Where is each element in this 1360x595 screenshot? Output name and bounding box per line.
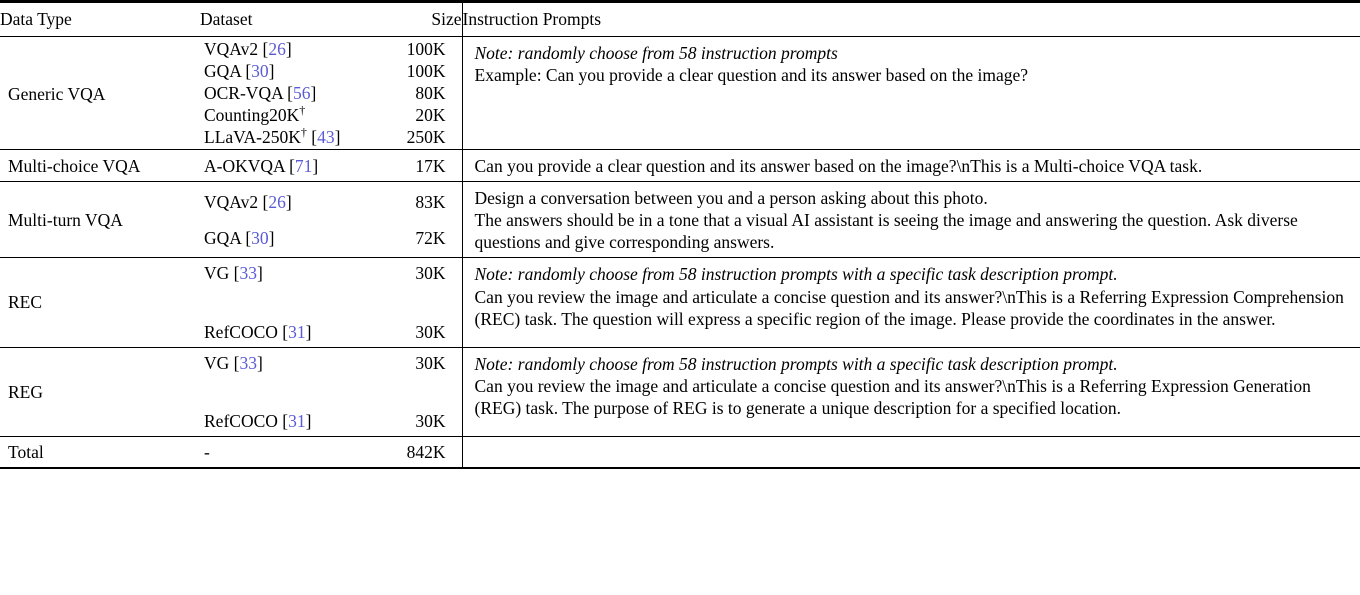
dataset-name: Counting20K bbox=[204, 105, 300, 126]
dataset-name: VQAv2 bbox=[204, 39, 259, 60]
dataset-entry: RefCOCO [31] bbox=[204, 321, 312, 342]
dataset-entry: VG [33] bbox=[204, 263, 263, 284]
table-row bbox=[0, 348, 1360, 437]
dataset-entry: GQA [30] bbox=[204, 61, 275, 82]
size-cell bbox=[375, 182, 462, 258]
table-header-row bbox=[0, 3, 1360, 37]
size-value: 30K bbox=[415, 352, 446, 373]
data-type-cell: Multi-choice VQA bbox=[8, 155, 141, 176]
prompt-text: Design a conversation between you and a person asking about this photo. bbox=[474, 188, 988, 209]
dataset-entry: A-OKVQA [71] bbox=[204, 155, 319, 176]
prompt-note: Note: randomly choose from 58 instruction prompts with a specific task description prompt. bbox=[474, 353, 1118, 374]
dataset-cell bbox=[200, 258, 375, 347]
size-cell bbox=[375, 150, 462, 182]
dataset-name: LLaVA-250K bbox=[204, 127, 301, 148]
data-type-cell: REG bbox=[8, 381, 43, 402]
total-dataset: - bbox=[204, 441, 210, 462]
citation-ref[interactable]: 31 bbox=[288, 321, 306, 342]
instruction-prompt-cell bbox=[462, 258, 1360, 347]
citation-ref[interactable]: 26 bbox=[268, 39, 286, 60]
data-type-cell: Multi-turn VQA bbox=[8, 209, 123, 230]
header-instruction-prompts: Instruction Prompts bbox=[462, 3, 1360, 37]
table-row bbox=[0, 182, 1360, 258]
citation-ref[interactable]: 43 bbox=[317, 127, 335, 148]
dataset-name: A-OKVQA bbox=[204, 155, 285, 176]
citation-ref[interactable]: 71 bbox=[294, 155, 313, 176]
dataset-entry: VG [33] bbox=[204, 352, 263, 373]
dataset-name: RefCOCO bbox=[204, 410, 278, 431]
size-value: 100K bbox=[406, 39, 446, 60]
citation-ref[interactable]: 33 bbox=[239, 352, 257, 373]
total-label: Total bbox=[8, 441, 44, 462]
dataset-name: GQA bbox=[204, 61, 241, 82]
dataset-name: OCR-VQA bbox=[204, 83, 283, 104]
table-row bbox=[0, 258, 1360, 347]
prompt-note: Note: randomly choose from 58 instruction prompts bbox=[474, 43, 838, 64]
total-row bbox=[0, 437, 1360, 468]
size-cell bbox=[375, 348, 462, 437]
size-value: 100K bbox=[406, 61, 446, 82]
dataset-cell bbox=[200, 182, 375, 258]
total-prompt bbox=[462, 437, 1360, 468]
dataset-entry: OCR-VQA [56] bbox=[204, 83, 317, 104]
header-data-type: Data Type bbox=[0, 9, 72, 29]
citation-ref[interactable]: 30 bbox=[251, 61, 269, 82]
size-cell bbox=[375, 258, 462, 347]
dataset-name: RefCOCO bbox=[204, 321, 278, 342]
header-size: Size bbox=[431, 9, 462, 29]
prompt-text: The answers should be in a tone that a visual AI assistant is seeing the image and answering the question. Ask diverse questions and give corresponding answers. bbox=[474, 210, 1298, 253]
prompt-text: Can you review the image and articulate a concise question and its answer?\nThis is a Referring Expression Comprehension (REC) task. The question will express a specific region of the image. Please provide the coordinates in the answer. bbox=[474, 286, 1344, 329]
data-type-cell: Generic VQA bbox=[8, 83, 106, 104]
dagger-marker: † bbox=[299, 103, 306, 118]
prompt-text: Can you review the image and articulate a concise question and its answer?\nThis is a Referring Expression Generation (REG) task. The purpose of REG is to generate a unique description for a specified location. bbox=[474, 375, 1311, 418]
prompt-text: Can you provide a clear question and its answer based on the image?\nThis is a Multi-choice VQA task. bbox=[474, 156, 1203, 177]
dataset-name: VQAv2 bbox=[204, 191, 259, 212]
dataset-entry: VQAv2 [26] bbox=[204, 191, 292, 212]
size-value: 20K bbox=[415, 105, 446, 126]
dataset-name: GQA bbox=[204, 227, 241, 248]
total-size: 842K bbox=[406, 441, 446, 462]
dataset-entry: GQA [30] bbox=[204, 227, 275, 248]
instruction-prompt-cell bbox=[462, 37, 1360, 150]
dataset-entry bbox=[204, 104, 374, 126]
size-value: 30K bbox=[415, 321, 446, 342]
table-row bbox=[0, 150, 1360, 182]
citation-ref[interactable]: 26 bbox=[268, 191, 286, 212]
size-value: 30K bbox=[415, 263, 446, 284]
instruction-prompt-cell bbox=[462, 348, 1360, 437]
citation-ref[interactable]: 33 bbox=[239, 263, 257, 284]
prompt-note: Note: randomly choose from 58 instruction prompts with a specific task description prompt. bbox=[474, 264, 1118, 285]
dataset-cell bbox=[200, 37, 375, 150]
size-value: 83K bbox=[415, 191, 446, 212]
size-value: 17K bbox=[415, 155, 446, 176]
data-type-cell: REC bbox=[8, 292, 43, 313]
size-cell bbox=[375, 37, 462, 150]
instruction-prompt-cell bbox=[462, 150, 1360, 182]
instruction-prompt-cell bbox=[462, 182, 1360, 258]
size-value: 30K bbox=[415, 410, 446, 431]
prompt-example: Example: Can you provide a clear question and its answer based on the image? bbox=[474, 65, 1029, 86]
size-value: 80K bbox=[415, 83, 446, 104]
dataset-name: VG bbox=[204, 263, 230, 284]
dataset-cell bbox=[200, 150, 375, 182]
bottom-rule bbox=[0, 468, 1360, 469]
citation-ref[interactable]: 56 bbox=[292, 83, 311, 104]
table-row bbox=[0, 37, 1360, 150]
dataset-cell bbox=[200, 348, 375, 437]
header-dataset: Dataset bbox=[200, 9, 253, 29]
citation-ref[interactable]: 31 bbox=[288, 410, 306, 431]
size-value: 250K bbox=[406, 127, 446, 148]
size-value: 72K bbox=[415, 227, 446, 248]
dataset-entry: VQAv2 [26] bbox=[204, 39, 292, 60]
dataset-entry: LLaVA-250K† [43] bbox=[204, 125, 341, 148]
citation-ref[interactable]: 30 bbox=[251, 227, 269, 248]
dagger-marker: † bbox=[300, 125, 307, 140]
dataset-name: VG bbox=[204, 352, 230, 373]
dataset-entry: RefCOCO [31] bbox=[204, 410, 312, 431]
